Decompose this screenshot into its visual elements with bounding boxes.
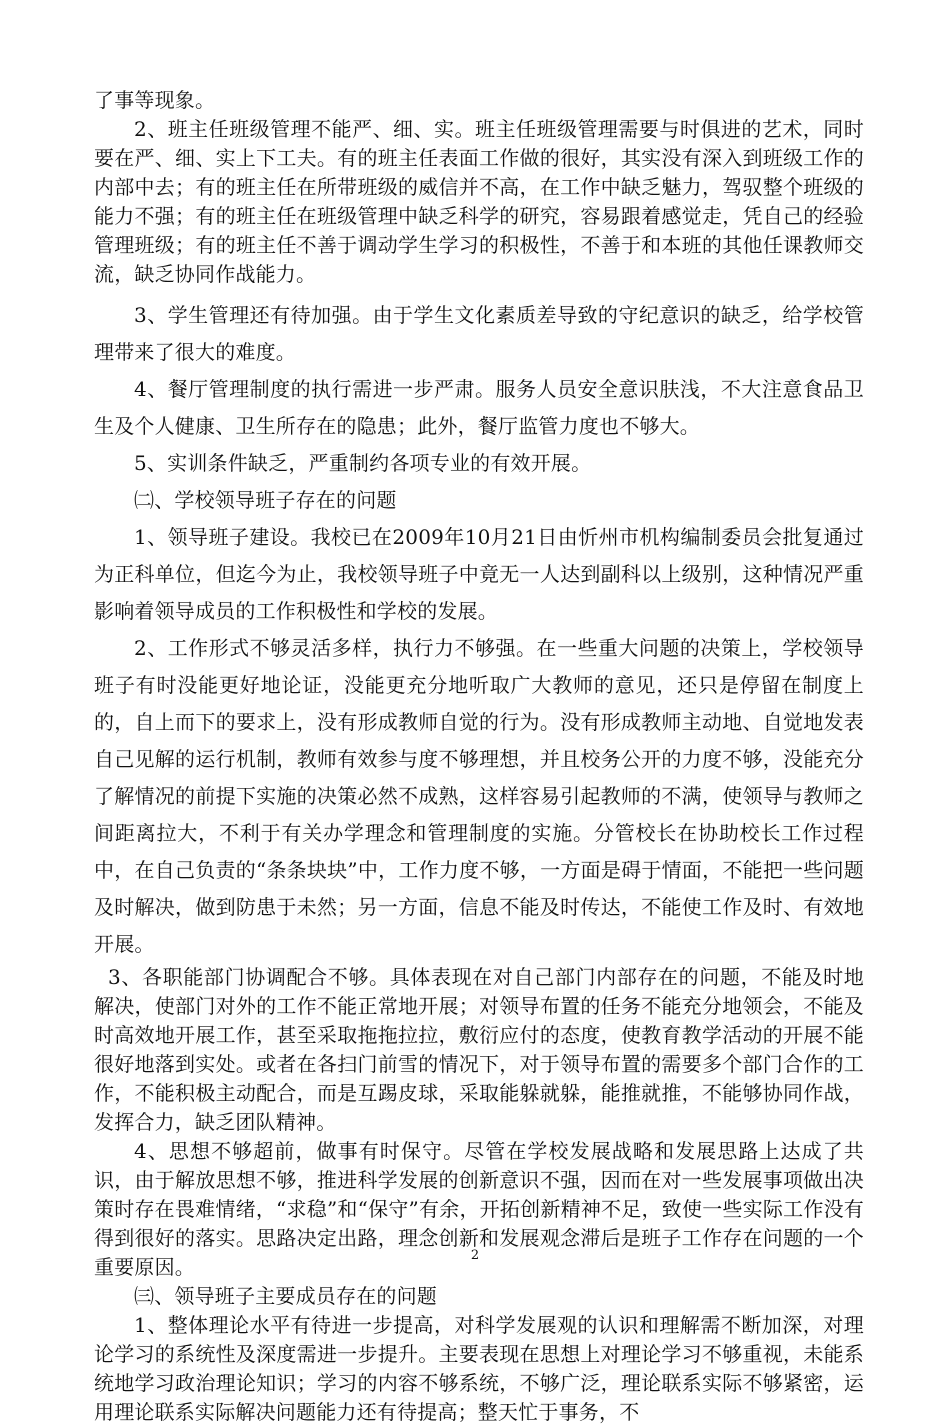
paragraph-department-coordination: 3、各职能部门协调配合不够。具体表现在对自己部门内部存在的问题，不能及时地解决，使部门对外的工作不能正常地开展；对领导布置的任务不能充分地领会，不能及时高效地开展工作，甚至采取拖拖拉拉，敷衍应付的态度，使教育教学活动的开展不能很好地落到实处。或者在各扫门前雪的情况下，对于领导布置的需要多个部门合作的工作，不能积极主动配合，而是互踢皮球，采取能躲就躲，能推就推，不能够协同作战，发挥合力，缺乏团队精神。	[94, 965, 864, 1134]
section-heading-leadership-problems: ㈡、学校领导班子存在的问题	[134, 488, 397, 512]
paragraph-continuation: 了事等现象。	[94, 88, 216, 112]
paragraph-leadership-building: 1、领导班子建设。我校已在2009年10月21日由忻州市机构编制委员会批复通过为正科单位，但迄今为止，我校领导班子中竟无一人达到副科以上级别，这种情况严重影响着领导成员的工作积极性和学校的发展。	[94, 525, 864, 623]
paragraph-theory-level: 1、整体理论水平有待进一步提高，对科学发展观的认识和理解需不断加深，对理论学习的系统性及深度需进一步提升。主要表现在思想上对理论学习不够重视，未能系统地学习政治理论知识；学习的内容不够系统，不够广泛，理论联系实际不够紧密，运用理论联系实际解决问题能力还有待提高；整天忙于事务，不	[94, 1313, 864, 1424]
paragraph-training-conditions: 5、实训条件缺乏，严重制约各项专业的有效开展。	[134, 451, 592, 475]
paragraph-student-management: 3、学生管理还有待加强。由于学生文化素质差导致的守纪意识的缺乏，给学校管理带来了很大的难度。	[94, 303, 864, 364]
paragraph-class-teacher-management: 2、班主任班级管理不能严、细、实。班主任班级管理需要与时俱进的艺术，同时要在严、细、实上下工夫。有的班主任表面工作做的很好，其实没有深入到班级工作的内部中去；有的班主任在所带班级的威信并不高，在工作中缺乏魅力，驾驭整个班级的能力不强；有的班主任在班级管理中缺乏科学的研究，容易跟着感觉走，凭自己的经验管理班级；有的班主任不善于调动学生学习的积极性，不善于和本班的其他任课教师交流，缺乏协同作战能力。	[94, 117, 864, 286]
paragraph-canteen-management: 4、餐厅管理制度的执行需进一步严肃。服务人员安全意识肤浅，不大注意食品卫生及个人健康、卫生所存在的隐患；此外，餐厅监管力度也不够大。	[94, 377, 864, 438]
paragraph-thinking-conservative: 4、思想不够超前，做事有时保守。尽管在学校发展战略和发展思路上达成了共识，由于解放思想不够，推进科学发展的创新意识不强，因而在对一些发展事项做出决策时存在畏难情绪，“求稳”和“保守”有余，开拓创新精神不足，致使一些实际工作没有得到很好的落实。思路决定出路，理念创新和发展观念滞后是班子工作存在问题的一个重要原因。	[94, 1139, 864, 1279]
paragraph-gap	[94, 289, 864, 297]
document-body	[94, 86, 864, 1427]
section-heading-member-problems: ㈢、领导班子主要成员存在的问题	[134, 1284, 437, 1308]
paragraph-work-style: 2、工作形式不够灵活多样，执行力不够强。在一些重大问题的决策上，学校领导班子有时没能更好地论证，没能更充分地听取广大教师的意见，还只是停留在制度上的，自上而下的要求上，没有形成教师自觉的行为。没有形成教师主动地、自觉地发表自己见解的运行机制，教师有效参与度不够理想，并且校务公开的力度不够，没能充分了解情况的前提下实施的决策必然不成熟，这样容易引起教师的不满，使领导与教师之间距离拉大，不利于有关办学理念和管理制度的实施。分管校长在协助校长工作过程中，在自己负责的“条条块块”中，工作力度不够，一方面是碍于情面，不能把一些问题及时解决，做到防患于未然；另一方面，信息不能及时传达，不能使工作及时、有效地开展。	[94, 636, 864, 956]
page-number: 2	[470, 1248, 480, 1263]
